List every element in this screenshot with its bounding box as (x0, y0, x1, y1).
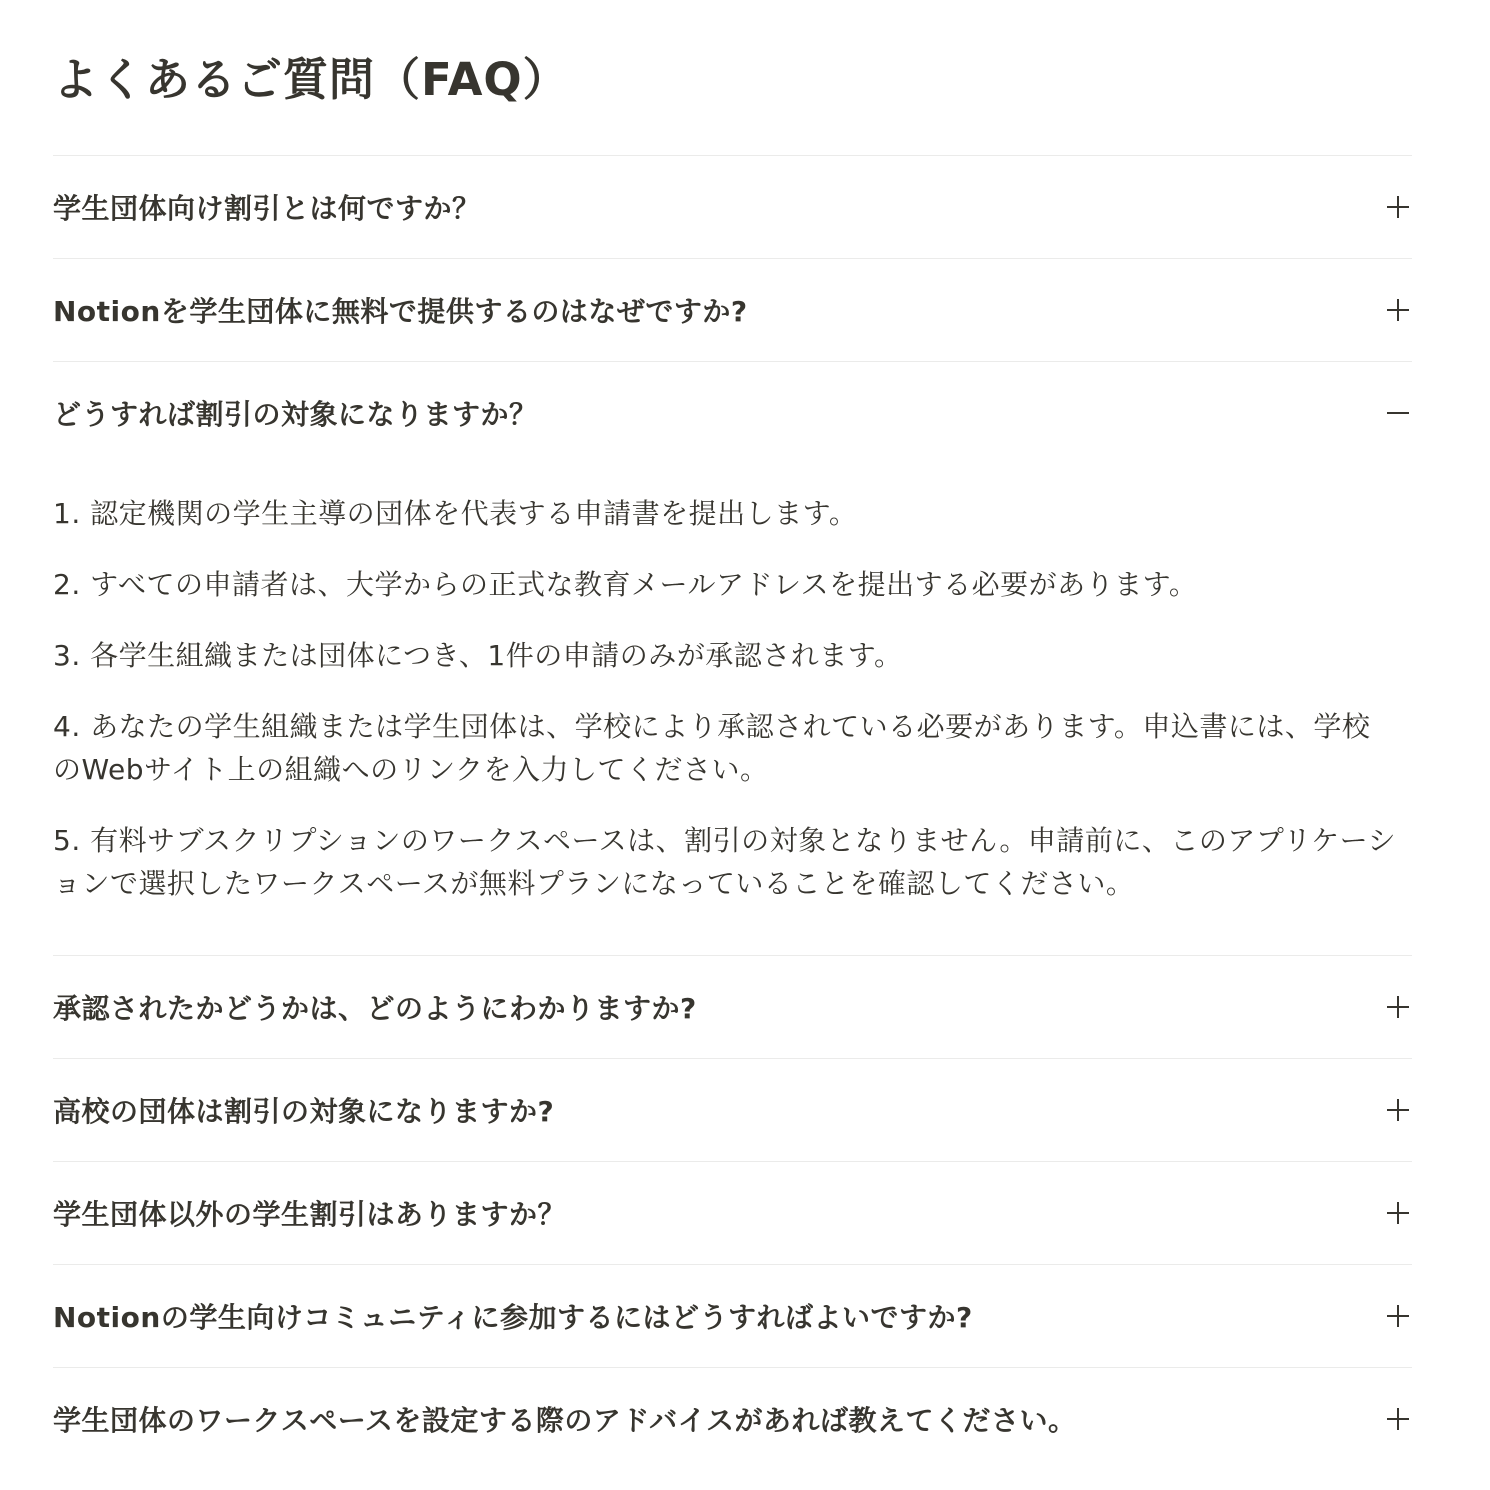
faq-question-text: 学生団体以外の学生割引はありますか？ (53, 1198, 567, 1231)
plus-icon[interactable] (1386, 1407, 1410, 1431)
faq-list (53, 155, 1412, 1470)
faq-question-text: どうすれば割引の対象になりますか？ (53, 398, 538, 431)
faq-question-text: Notionを学生団体に無料で提供するのはなぜですか? (53, 295, 748, 328)
faq-question-toggle[interactable] (53, 1059, 1412, 1161)
minus-icon[interactable] (1386, 401, 1410, 425)
faq-item (53, 1161, 1412, 1264)
faq-question-toggle[interactable] (53, 1265, 1412, 1367)
page-title: よくあるご質問（FAQ） (53, 53, 569, 106)
faq-answer (53, 464, 1412, 955)
faq-answer-paragraph: 2. すべての申請者は、大学からの正式な教育メールアドレスを提出する必要があります。 (53, 568, 1198, 601)
faq-item (53, 1058, 1412, 1161)
plus-icon[interactable] (1386, 1098, 1410, 1122)
faq-answer-paragraph: 4. あなたの学生組織または学生団体は、学校により承認されている必要があります。申込書には、学校のWebサイト上の組織へのリンクを入力してください。 (53, 710, 1371, 786)
faq-question-text: 承認されたかどうかは、どのようにわかりますか? (53, 992, 697, 1025)
faq-question-text: 学生団体向け割引とは何ですか？ (53, 192, 481, 225)
faq-question-text: 学生団体のワークスペースを設定する際のアドバイスがあれば教えてください。 (53, 1404, 1077, 1437)
faq-item (53, 1367, 1412, 1470)
plus-icon[interactable] (1386, 298, 1410, 322)
faq-item (53, 1264, 1412, 1367)
plus-icon[interactable] (1386, 1201, 1410, 1225)
faq-question-toggle[interactable] (53, 156, 1412, 258)
faq-question-toggle[interactable] (53, 956, 1412, 1058)
faq-item (53, 155, 1412, 258)
faq-question-toggle[interactable] (53, 1368, 1412, 1470)
faq-item (53, 258, 1412, 361)
faq-question-toggle[interactable] (53, 1162, 1412, 1264)
plus-icon[interactable] (1386, 195, 1410, 219)
plus-icon[interactable] (1386, 1304, 1410, 1328)
faq-answer-paragraph: 5. 有料サブスクリプションのワークスペースは、割引の対象となりません。申請前に、このアプリケーションで選択したワークスペースが無料プランになっていることを確認してください。 (53, 824, 1397, 900)
faq-answer-paragraph: 1. 認定機関の学生主導の団体を代表する申請書を提出します。 (53, 497, 858, 530)
faq-question-text: Notionの学生向けコミュニティに参加するにはどうすればよいですか? (53, 1301, 973, 1334)
faq-question-text: 高校の団体は割引の対象になりますか? (53, 1095, 555, 1128)
faq-item (53, 955, 1412, 1058)
faq-item-expanded (53, 361, 1412, 955)
faq-question-toggle[interactable] (53, 362, 1412, 464)
faq-answer-paragraph: 3. 各学生組織または団体につき、1件の申請のみが承認されます。 (53, 639, 903, 672)
faq-question-toggle[interactable] (53, 259, 1412, 361)
plus-icon[interactable] (1386, 995, 1410, 1019)
